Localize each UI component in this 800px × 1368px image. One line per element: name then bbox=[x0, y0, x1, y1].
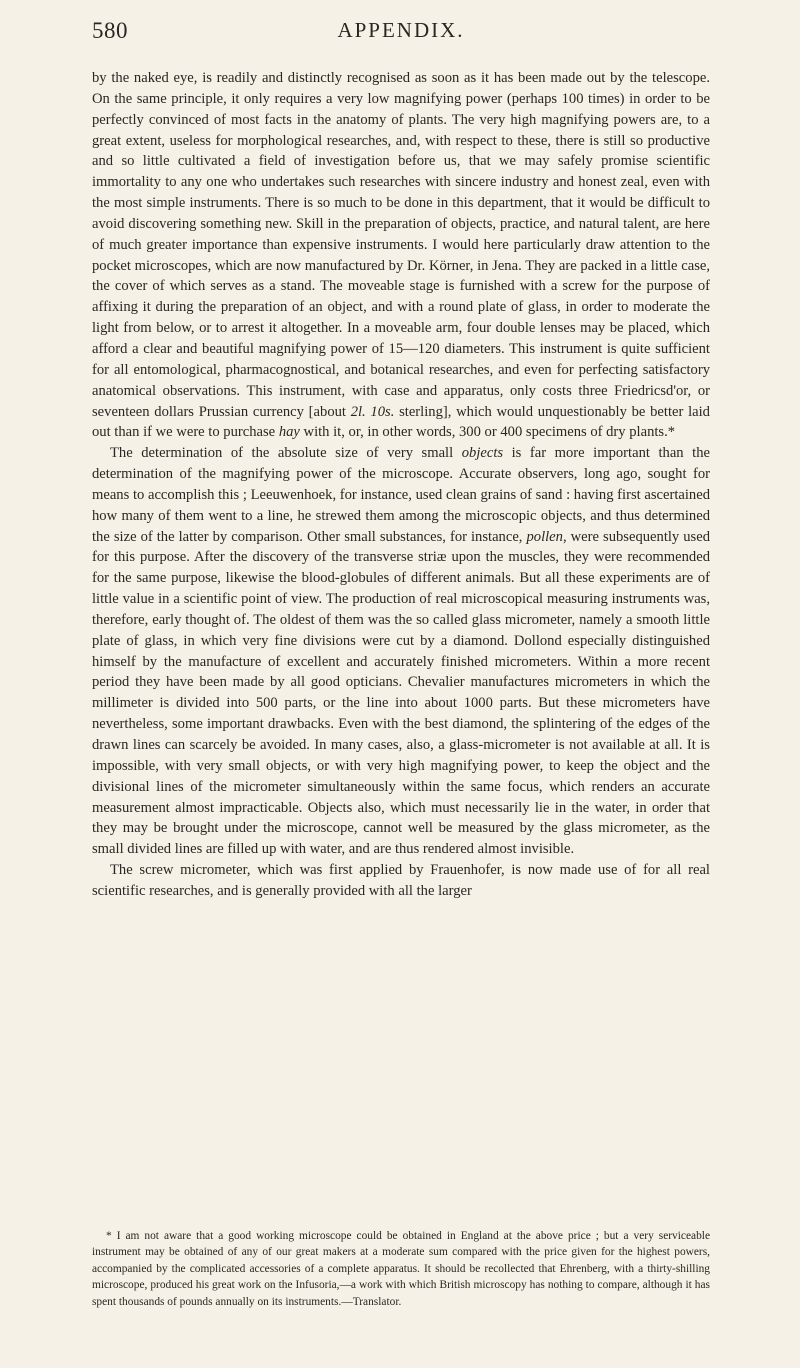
footnote bbox=[92, 1228, 710, 1310]
paragraph-2-objects: objects bbox=[461, 445, 504, 462]
paragraph-2-text-e: , were subsequently used for this purpose. After the discovery of the transverse striæ upon the muscles, they were recommended for the same purpose, likewise the blood-globules of different animals. But all these experiments are of little value in a scientific point of view. The production of real microscopical measuring instruments was, therefore, early thought of. The oldest of them was the so called glass micrometer, namely a smooth little plate of glass, in which very fine divisions were cut by a diamond. Dollond especially distinguished himself by the manufacture of excellent and accurately finished micrometers. Within a more recent period they have been made by all good opticians. Chevalier manufactures micrometers in which the millimeter is divided into 500 parts, or the line into about 1000 parts. But these micrometers have nevertheless, some important drawbacks. Even with the best diamond, the splintering of the edges of the drawn lines can scarcely be avoided. In many cases, also, a glass-micrometer is not available at all. It is impossible, with very small objects, or with very high magnifying power, to keep the object and the divisional lines of the micrometer simultaneously within the same focus, which renders an accurate measurement almost impracticable. Objects also, which must necessarily lie in the water, in order that they may be brought under the microscope, cannot well be measured by the glass micrometer, as the small divided lines are filled up with water, and are thus rendered almost invisible. bbox=[92, 528, 710, 858]
running-head: APPENDIX. bbox=[337, 18, 465, 42]
paragraph-1-currency: 2l. 10s. bbox=[350, 403, 395, 420]
page-header bbox=[92, 18, 710, 54]
paragraph-1-text-a: by the naked eye, is readily and distinctly recognised as soon as it has been made out by the telescope. On the same principle, it only requires a very low magnifying power (perhaps 100 times) in order to be perfectly convinced of most facts in the anatomy of plants. The very high magnifying powers are, to a great extent, useless for morphological researches, and, with respect to these, there is still so productive and so little cultivated a field of investigation before us, that we may safely promise scientific immortality to any one who undertakes such researches with sincere industry and honest zeal, even with the most simple instruments. There is so much to be done in this department, that it would be difficult to avoid discovering something new. Skill in the preparation of objects, practice, and natural talent, are here of much greater importance than expensive instruments. I would here particularly draw attention to the pocket microscopes, which are now manufactured by Dr. Körner, in Jena. They are packed in a little case, the cover of which serves as a stand. The moveable stage is furnished with a screw for the purpose of affixing it during the preparation of an object, and with a round plate of glass, in order to moderate the light from below, or to arrest it altogether. In a moveable arm, four double lenses may be placed, which afford a clear and beautiful magnifying power of 15—120 diameters. This instrument is quite sufficient for all entomological, pharmacognostical, and botanical researches, and even for perfecting satisfactory anatomical observations. This instrument, with case and apparatus, only costs three Friedricsd'or, or seventeen dollars Prussian currency [about bbox=[92, 70, 710, 420]
paragraph-2 bbox=[92, 443, 710, 860]
paragraph-2-text-c: is far more important than the determination of the magnifying power of the microscope. Accurate observers, long ago, sought for means to accomplish this ; Leeuwenhoek, for instance, used clean grains of sand : having first ascertained how many of them went to a line, he strewed them among the microscopic objects, and thus determined the size of the latter by comparison. Other small substances, for instance, bbox=[92, 445, 710, 545]
paragraph-1-text-e: with it, or, in other words, 300 or 400 specimens of dry plants.* bbox=[299, 424, 676, 441]
paragraph-3: The screw micrometer, which was first applied by Frauenhofer, is now made use of for all real scientific researches, and is generally provided with all the larger bbox=[92, 862, 710, 899]
paragraph-2-pollen: pollen bbox=[526, 528, 563, 545]
paragraph-1-hay: hay bbox=[278, 424, 300, 441]
page-number: 580 bbox=[92, 18, 128, 43]
main-text bbox=[92, 68, 710, 902]
paragraph-1 bbox=[92, 68, 710, 443]
paragraph-1-text-c: sterling], which would unquestionably be better laid out than if we were to purchase bbox=[92, 403, 710, 441]
footnote-text: * I am not aware that a good working microscope could be obtained in England at the above price ; but a very serviceable instrument may be obtained of any of our great makers at a moderate sum compared with the price given for the highest powers, accompanied by the complicated accessories of a complete apparatus. It should be recollected that Ehrenberg, with a thirty-shilling microscope, produced his great work on the Infusoria,—a work with which British microscopy has nothing to compare, although it has spent thousands of pounds annually on its instruments.—Translator. bbox=[92, 1230, 710, 1308]
paragraph-2-text-a: The determination of the absolute size of very small bbox=[110, 445, 462, 462]
